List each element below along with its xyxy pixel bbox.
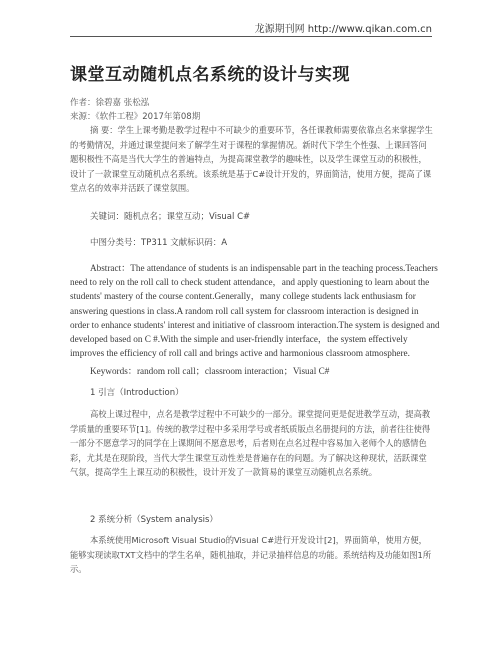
section2-body: 本系统使用Microsoft Visual Studio的Visual C#进行开发设计[2]，界面简单，使用方便，能够实现读取TXT文档中的学生名单，随机抽取，并记录抽样信息的功能。系统结构及功能如图1所示。 [70,535,432,575]
classification: 中图分类号：TP311 文献标识码：A [90,238,228,248]
section2-title: 2 系统分析（System analysis） [90,515,218,525]
header-divider [70,36,432,37]
section1-title: 1 引言（Introduction） [90,388,184,398]
site-header[interactable]: 龙源期刊网 http://www.qikan.com.cn [254,24,432,35]
article-title: 课堂互动随机点名系统的设计与实现 [70,65,350,85]
abstract-cn: 摘 要：学生上课考勤是教学过程中不可缺少的重要环节，各任课教师需要依靠点名来掌握学生的考勤情况，并通过课堂提问来了解学生对于课程的掌握情况。新时代下学生个性强、上课回答问题积极性不高是当代大学生的普遍特点，为提高课堂教学的趣味性，以及学生课堂互动的积极性，设计了一款课堂互动随机点名系统。该系统是基于C#设计开发的，界面简洁，使用方便，提高了课堂点名的效率并活跃了课堂氛围。 [70,125,433,194]
keywords-en: Keywords：random roll call；classroom interaction；Visual C# [90,366,330,376]
article-authors: 作者：徐碧嘉 张松泓 [70,98,150,108]
article-source: 来源：《软件工程》2017年第08期 [70,112,201,122]
section1-body: 高校上课过程中，点名是教学过程中不可缺少的一部分。课堂提问更是促进教学互动，提高教学质量的重要环节[1]。传统的教学过程中多采用学号或者纸质版点名册提问的方法，前者往往使得一部分不愿意学习的同学在上课期间不愿意思考，后者则在点名过程中容易加入老师个人的感情色彩，尤其是在现阶段，当代大学生课堂互动性差是普遍存在的问题。为了解决这种现状，活跃课堂气氛，提高学生上课互动的积极性，设计开发了一款简易的课堂互动随机点名系统。 [70,409,431,478]
keywords-cn: 关键词：随机点名；课堂互动；Visual C# [90,212,251,222]
abstract-en: Abstract：The attendance of students is an indispensable part in the teaching process.Teachers need to rely on the roll call to check student attendance，and apply questioning to learn about the students' mastery of the course content.Generally，many college students lack enthusiasm for answering questions in class.A random roll call system for classroom interaction is designed in order to enhance students' interest and initiative of classroom interaction.The system is designed and developed based on C #.With the simple and user-friendly interface，the system effectively improves the efficiency of roll call and brings active and harmonious classroom atmosphere. [70,263,440,359]
